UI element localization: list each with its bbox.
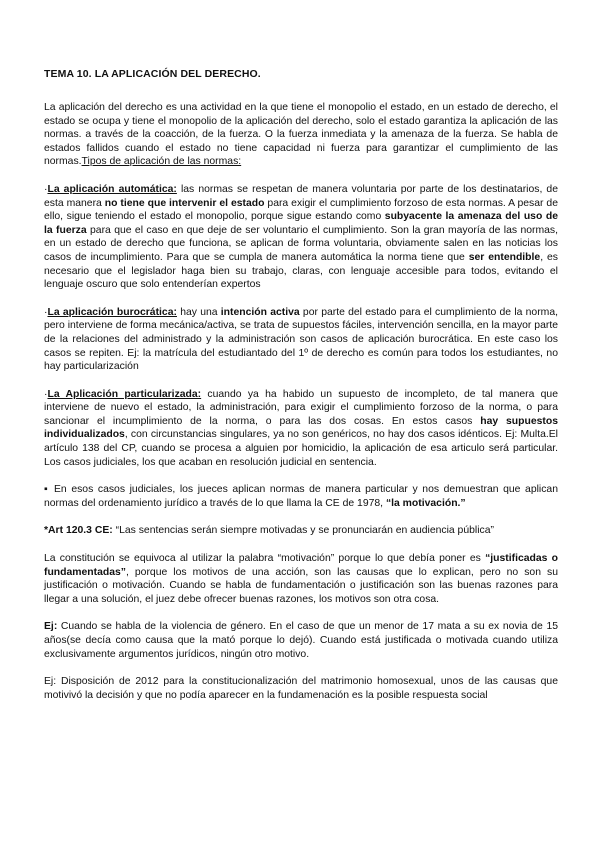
- burocratica-text-1: hay una: [176, 306, 221, 318]
- constitucion-bold: “justificadas o fundamentadas”: [44, 553, 558, 578]
- art-label: *Art 120.3 CE:: [44, 525, 113, 537]
- particularizada-text-2: , con circunstancias singulares, ya no son genéricos, no hay dos casos idénticos. Ej: Multa.El artículo 138 del CP, cuando se procesa a alguien por homicidio, la aplicación de esa articulo será particular. Los casos judiciales, los que acaban en resolución judicial en sentencia.: [44, 429, 558, 468]
- intro-text: La aplicación del derecho es una actividad en la que tiene el monopolio el estado, en un estado de derecho, el estado se ocupa y tiene el monopolio de la aplicación del derecho, solo el estado garantiza la aplicación de las normas. a través de la coacción, de la fuerza. O la fuerza inmediata y la amenaza de la fuerza. Se habla de estados fallidos cuando el estado no tiene capacidad ni fuerza para garantizar el cumplimiento de las normas.: [44, 102, 558, 168]
- types-label: Tipos de aplicación de las normas:: [81, 156, 242, 168]
- constitucion-paragraph: [44, 552, 558, 606]
- automatica-bold-2: subyacente la amenaza del uso de la fuerza: [44, 211, 558, 236]
- bullet-dot: ·: [44, 306, 48, 318]
- burocratica-heading: La aplicación burocrática:: [47, 306, 177, 318]
- burocratica-paragraph: [44, 306, 558, 374]
- art-paragraph: [44, 524, 558, 538]
- judiciales-bold: “la motivación.”: [385, 497, 466, 509]
- automatica-text-4: , es necesario que el legislador haga bien su trabajo, claras, con lenguaje accesible para todos, evitando el lenguaje oscuro que solo entenderían expertos: [44, 251, 558, 291]
- automatica-bold-1: no tiene que intervenir el estado: [104, 197, 265, 209]
- ej2-text: Ej: Disposición de 2012 para la constitucionalización del matrimonio homosexual, unos de las causas que motivivó la decisión y que no podía aparecer en la fundamenación es la posible respuesta social: [44, 676, 558, 701]
- particularizada-bold-1: hay supuestos individualizados: [44, 415, 558, 441]
- burocratica-text-2: por parte del estado para el cumplimiento de la norma, pero interviene de forma mecánica/activa, se trata de supuestos fáciles, intervención sencilla, en la mayor parte de la relaciones del administrado y la administración son casos de aplicación burocrática. En este caso los casos se repiten. Ej: la matrícula del estudiantado del 1º de derecho es común para todos los estudiantes, no hay particularización: [44, 306, 558, 373]
- art-quote: “Las sentencias serán siempre motivadas y se pronunciarán en audiencia pública”: [112, 525, 494, 537]
- judiciales-text: ▪ En esos casos judiciales, los jueces aplican normas de manera particular y nos demuestran que aplican normas del ordenamiento jurídico a través de lo que llama la CE de 1978,: [44, 484, 558, 509]
- particularizada-text-1: cuando ya ha habido un supuesto de incompleto, de tal manera que interviene de nuevo el estado, la administración, para exigir el cumplimiento forzoso de la norma, o para sancionar el incumplimiento de la norma, o para las dos cosas. En estos casos: [44, 388, 558, 427]
- constitucion-text-1: La constitución se equivoca al utilizar la palabra “motivación” porque lo que debía poner es: [44, 553, 486, 565]
- automatica-text-3: para que el caso en que deje de ser voluntario el cumplimiento. Son la gran mayoría de las normas, en un estado de derecho que funciona, se aplican de forma voluntaria, obviamente salen en las noticias los casos de incumplimiento. Para que se cumpla de manera automática la norma tiene que: [44, 224, 559, 263]
- constitucion-text-2: , porque los motivos de una acción, son las causas que lo explican, pero no son su justificación o motivación. Cuando se habla de fundamentación o justificación son las buenas razones para llegar a una solución, el juez debe ofrecer buenas razones, los motivos son otra cosa.: [44, 566, 558, 605]
- bullet-dot: ·: [44, 388, 48, 400]
- judiciales-paragraph: [44, 483, 558, 510]
- automatica-paragraph: [44, 183, 558, 292]
- ej1-label: Ej:: [44, 621, 58, 633]
- ej1-text: Cuando se habla de la violencia de género. En el caso de que un menor de 17 mata a su ex novia de 15 años(se decía como causa que la mató porque lo dejó). Cuando está justificada o motivada cuando utiliza exclusivamente argumentos jurídicos, ningún otro motivo.: [44, 621, 558, 660]
- burocratica-bold-1: intención activa: [220, 306, 300, 318]
- page-title: TEMA 10. LA APLICACIÓN DEL DERECHO.: [44, 68, 261, 80]
- ej1-paragraph: [44, 620, 558, 661]
- automatica-heading: La aplicación automática:: [47, 183, 177, 195]
- automatica-text-2: para exigir el cumplimiento forzoso de esta normas. A pesar de ello, sigue teniendo el estado el monopolio, porque sigue estando como: [44, 197, 558, 223]
- ej2-paragraph: [44, 675, 558, 702]
- particularizada-heading: La Aplicación particularizada:: [47, 388, 202, 400]
- document-page: [44, 68, 558, 702]
- automatica-bold-3: ser entendible: [468, 251, 541, 263]
- intro-paragraph: [44, 101, 558, 169]
- particularizada-paragraph: [44, 388, 558, 470]
- automatica-text-1: las normas se respetan de manera voluntaria por parte de los destinatarios, de esta manera: [44, 183, 558, 209]
- bullet-dot: ·: [44, 183, 48, 195]
